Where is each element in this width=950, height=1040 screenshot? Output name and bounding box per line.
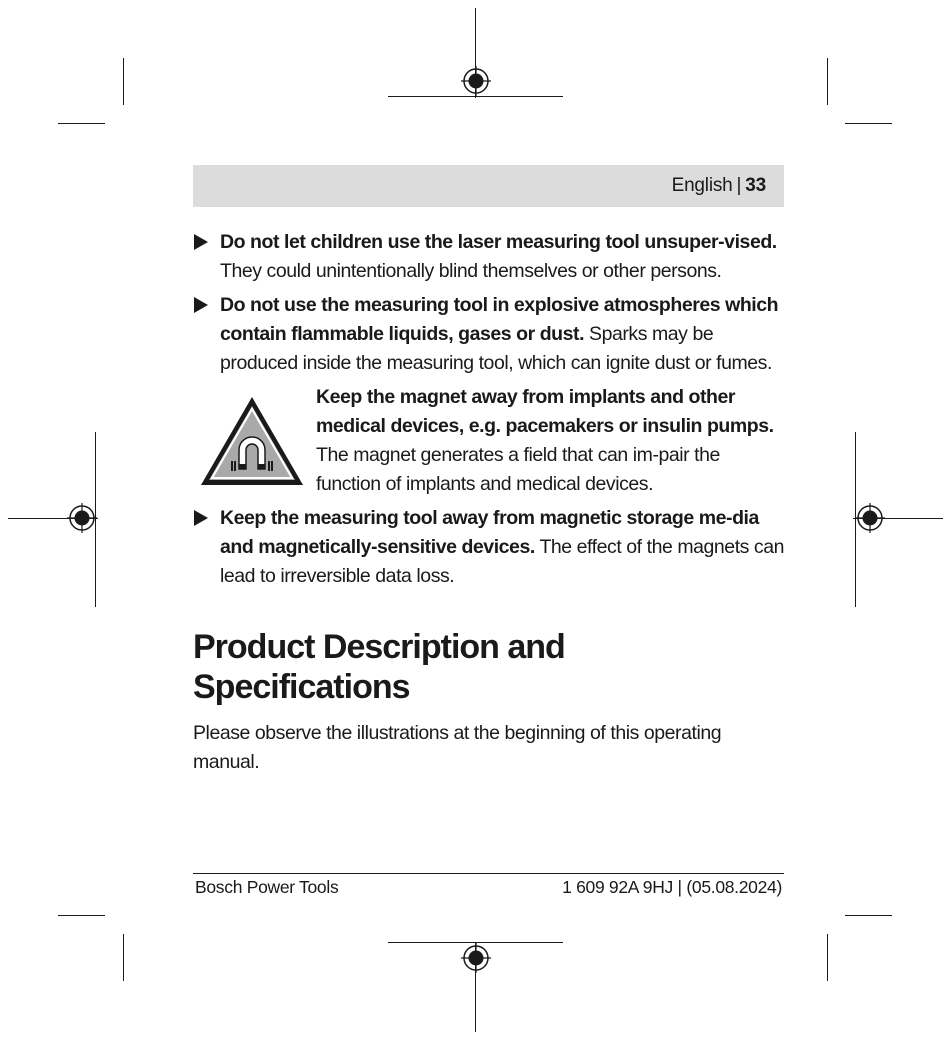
- page-content: [193, 228, 785, 777]
- footer-doc-id: 1 609 92A 9HJ | (05.08.2024): [562, 877, 782, 897]
- crop-mark-bottom-left-vertical: [123, 934, 124, 981]
- safety-bullet-explosive: [193, 291, 785, 378]
- magnet-warning-text: The magnet generates a field that can im-pair the function of implants and medical devices.: [316, 444, 720, 495]
- registration-mark-icon: [67, 503, 97, 533]
- registration-mark-icon: [461, 943, 491, 973]
- reg-line-top-horizontal: [388, 96, 563, 97]
- crop-mark-top-right-vertical: [827, 58, 828, 105]
- header-language: English: [671, 175, 733, 196]
- section-paragraph: Please observe the illustrations at the beginning of this operating manual.: [193, 722, 722, 773]
- bullet-text: They could unintentionally blind themselves or other persons.: [220, 260, 722, 282]
- page-header: [193, 165, 784, 207]
- crop-mark-bottom-right-horizontal: [845, 915, 892, 916]
- magnet-warning-bold-text: Keep the magnet away from implants and other medical devices, e.g. pacemakers or insulin pumps.: [316, 386, 774, 437]
- bullet-bold-text: Do not let children use the laser measuring tool unsuper-vised.: [220, 231, 777, 253]
- crop-mark-top-right-horizontal: [845, 123, 892, 124]
- section-title: Product Description and Specifications: [193, 628, 565, 706]
- crop-mark-bottom-right-vertical: [827, 934, 828, 981]
- crop-mark-bottom-left-horizontal: [58, 915, 105, 916]
- header-text: [672, 175, 766, 197]
- bullet-bold-text: Keep the measuring tool away from magnetic storage me-dia and magnetically-sensitive devices.: [220, 507, 759, 558]
- bullet-bold-text: Do not use the measuring tool in explosive atmospheres which contain flammable liquids, gases or dust.: [220, 294, 779, 345]
- registration-mark-icon: [461, 66, 491, 96]
- magnet-warning-icon: [199, 395, 305, 487]
- crop-mark-top-left-vertical: [123, 58, 124, 105]
- registration-mark-icon: [855, 503, 885, 533]
- bullet-text: Sparks may be produced inside the measuring tool, which can ignite dust or fumes.: [220, 323, 772, 374]
- bullet-triangle-icon: [194, 297, 208, 313]
- bullet-triangle-icon: [194, 234, 208, 250]
- crop-mark-top-left-horizontal: [58, 123, 105, 124]
- magnet-warning: [193, 383, 785, 499]
- bullet-triangle-icon: [194, 510, 208, 526]
- header-separator: |: [736, 175, 742, 196]
- bullet-text: The effect of the magnets can lead to irreversible data loss.: [220, 536, 785, 587]
- footer-rule: [193, 873, 784, 874]
- page-number: 33: [745, 175, 766, 196]
- safety-bullet-children: [193, 228, 785, 286]
- safety-bullet-magnetic-storage: [193, 504, 785, 591]
- footer-publisher: Bosch Power Tools: [195, 877, 339, 897]
